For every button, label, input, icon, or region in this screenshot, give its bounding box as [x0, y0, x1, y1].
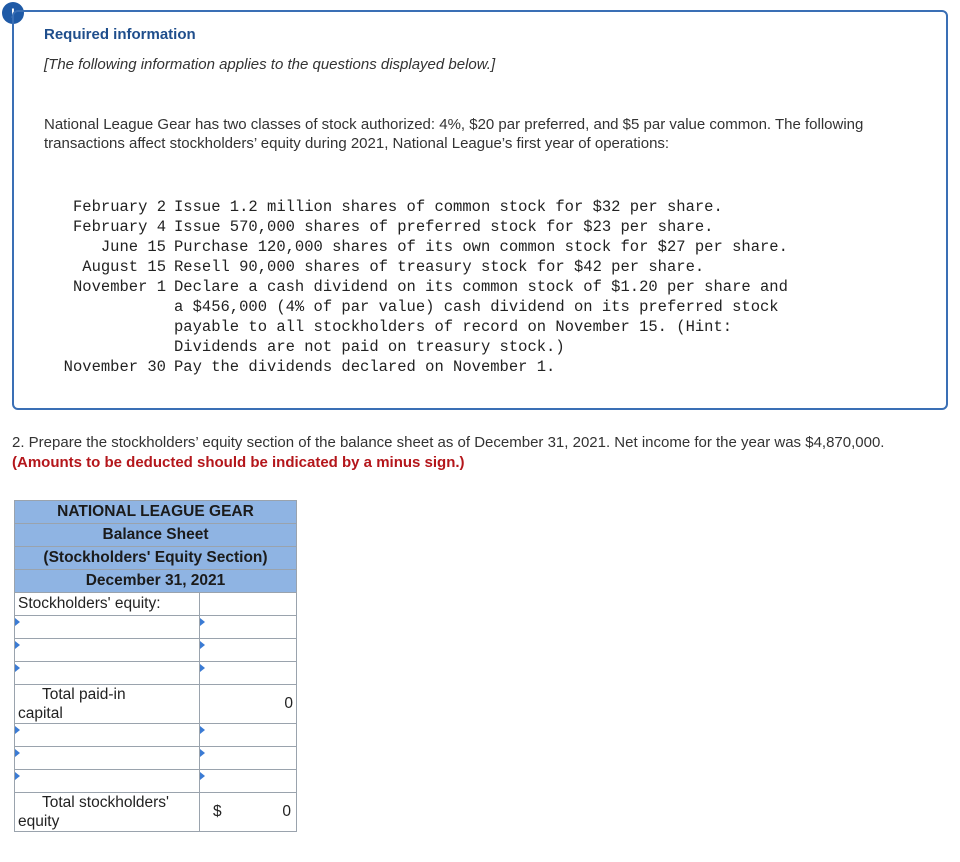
transaction-row	[44, 197, 788, 217]
transaction-row	[44, 217, 788, 237]
transaction-date: November 1	[72, 278, 166, 296]
transaction-desc: Declare a cash dividend on its common stock of $1.20 per share and	[174, 278, 788, 296]
transaction-desc: Resell 90,000 shares of treasury stock for $42 per share.	[174, 258, 705, 276]
total-equity-cell	[200, 793, 297, 832]
dropdown-marker-icon	[200, 664, 205, 672]
amount-input[interactable]	[200, 724, 297, 747]
transaction-date	[44, 317, 166, 337]
total-paid-in-label	[15, 685, 200, 724]
question-prompt: 2. Prepare the stockholders’ equity section of the balance sheet as of December 31, 2021. Net income for the year was $4,870,000.	[12, 434, 885, 451]
transaction-desc: a $456,000 (4% of par value) cash dividend on its preferred stock	[174, 298, 779, 316]
amount-input[interactable]	[200, 770, 297, 793]
currency-symbol: $	[213, 803, 222, 820]
amount-input[interactable]	[200, 662, 297, 685]
amount-input[interactable]	[200, 639, 297, 662]
transaction-row	[44, 297, 788, 317]
transaction-desc: Dividends are not paid on treasury stock.)	[174, 338, 565, 356]
transaction-desc: payable to all stockholders of record on November 15. (Hint:	[174, 318, 733, 336]
dropdown-marker-icon	[200, 749, 205, 757]
dropdown-marker-icon	[15, 726, 20, 734]
section-label: Stockholders' equity:	[15, 593, 200, 616]
account-dropdown[interactable]	[15, 616, 200, 639]
account-dropdown[interactable]	[15, 724, 200, 747]
transaction-date: February 2	[72, 198, 166, 216]
dropdown-marker-icon	[200, 618, 205, 626]
account-dropdown[interactable]	[15, 770, 200, 793]
transaction-date	[44, 297, 166, 317]
transaction-row	[44, 357, 788, 377]
total-equity-label-line1: Total stockholders'	[42, 794, 170, 811]
balance-sheet-table	[14, 500, 297, 832]
transaction-row	[44, 237, 788, 257]
transaction-row	[44, 257, 788, 277]
dropdown-marker-icon	[15, 641, 20, 649]
account-dropdown[interactable]	[15, 662, 200, 685]
transaction-row	[44, 337, 788, 357]
transaction-desc: Purchase 120,000 shares of its own common stock for $27 per share.	[174, 238, 788, 256]
dropdown-marker-icon	[15, 772, 20, 780]
total-equity-label-line2: equity	[18, 813, 60, 830]
statement-section: (Stockholders' Equity Section)	[15, 547, 297, 570]
total-paid-in-label-line1: Total paid-in	[42, 686, 126, 703]
dropdown-marker-icon	[200, 726, 205, 734]
question-text	[12, 433, 948, 473]
total-equity-label	[15, 793, 200, 832]
transaction-date: June 15	[100, 238, 166, 256]
transaction-desc: Pay the dividends declared on November 1.	[174, 358, 556, 376]
transactions-list	[44, 197, 788, 377]
amount-input[interactable]	[200, 616, 297, 639]
transaction-date: August 15	[82, 258, 166, 276]
transaction-date: November 30	[63, 358, 166, 376]
dropdown-marker-icon	[200, 641, 205, 649]
required-subtitle: [The following information applies to the questions displayed below.]	[44, 56, 496, 73]
transaction-date: February 4	[72, 218, 166, 236]
total-equity-value: 0	[282, 803, 291, 820]
amount-input[interactable]	[200, 747, 297, 770]
account-dropdown[interactable]	[15, 747, 200, 770]
transaction-row	[44, 277, 788, 297]
account-dropdown[interactable]	[15, 639, 200, 662]
dropdown-marker-icon	[15, 749, 20, 757]
intro-text: National League Gear has two classes of stock authorized: 4%, $20 par preferred, and $5 par value common. The following transactions affect stockholders’ equity during 2021, National League’s first year of operations:	[44, 116, 864, 152]
total-paid-in-label-line2: capital	[18, 705, 63, 722]
transaction-desc: Issue 1.2 million shares of common stock for $32 per share.	[174, 198, 723, 216]
statement-date: December 31, 2021	[15, 570, 297, 593]
company-name: NATIONAL LEAGUE GEAR	[15, 501, 297, 524]
dropdown-marker-icon	[15, 618, 20, 626]
transaction-desc: Issue 570,000 shares of preferred stock for $23 per share.	[174, 218, 714, 236]
dropdown-marker-icon	[200, 772, 205, 780]
alert-icon: !	[2, 2, 24, 24]
transaction-row	[44, 317, 788, 337]
dropdown-marker-icon	[15, 664, 20, 672]
question-note: (Amounts to be deducted should be indicated by a minus sign.)	[12, 454, 465, 471]
total-paid-in-value: 0	[200, 685, 297, 724]
section-label-blank	[200, 593, 297, 616]
statement-title: Balance Sheet	[15, 524, 297, 547]
transaction-date	[44, 337, 166, 357]
required-title: Required information	[44, 26, 196, 43]
